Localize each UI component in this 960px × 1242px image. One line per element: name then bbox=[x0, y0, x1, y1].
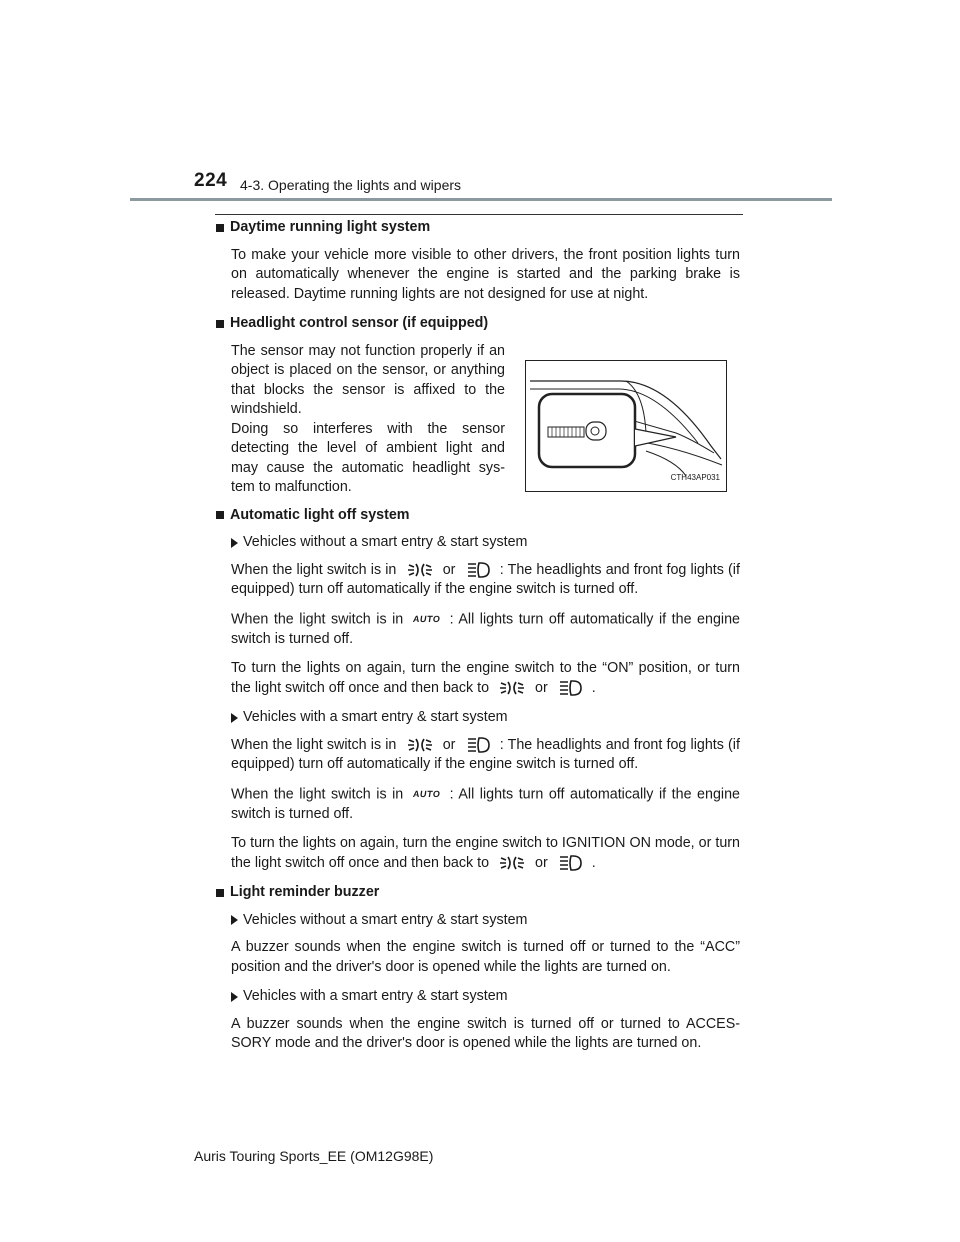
auto-off-p5: When the light switch is in AUTO : All lights turn off automatically if the engine switch is turned off. bbox=[231, 786, 740, 822]
position-light-icon bbox=[407, 561, 433, 579]
sensor-heading: Headlight control sensor (if equipped) bbox=[215, 314, 740, 334]
buzzer-sub-1: Vehicles without a smart entry & start system bbox=[231, 911, 740, 931]
auto-off-p3: To turn the lights on again, turn the engine switch to the “ON” position, or turn the light switch off once and then back to or . bbox=[231, 660, 740, 696]
content-rule bbox=[215, 214, 743, 215]
auto-off-heading: Automatic light off system bbox=[215, 506, 740, 526]
auto-off-p4: When the light switch is in or : The headlights and front fog lights (if equipped) turn off automatically if the engine switch is turned off. bbox=[231, 736, 740, 773]
drl-body: To make your vehicle more visible to other drivers, the front position lights turn on automatically whenever the engine is started and the parking brake is released. Daytime running lights are not designed for use at night. bbox=[231, 246, 740, 302]
drl-heading: Daytime running light system bbox=[215, 218, 740, 238]
headlight-icon bbox=[558, 679, 582, 697]
section-title: 4-3. Operating the lights and wipers bbox=[240, 177, 462, 193]
sensor-body-2: Doing so interferes with the sensor detecting the level of ambient light and may cause the automatic headlight sys-tem to malfunction. bbox=[231, 420, 505, 495]
sensor-body-1: The sensor may not function properly if an object is placed on the sensor, or anything that blocks the sensor is affixed to the windshield. bbox=[231, 342, 505, 417]
header-rule bbox=[130, 198, 832, 201]
page-number: 224 bbox=[194, 170, 228, 191]
triangle-bullet-icon bbox=[231, 915, 238, 925]
sensor-illustration bbox=[525, 360, 727, 492]
auto-icon: AUTO bbox=[412, 788, 441, 799]
headlight-icon bbox=[466, 561, 490, 579]
triangle-bullet-icon bbox=[231, 538, 238, 548]
sensor-text bbox=[231, 342, 505, 498]
headlight-icon bbox=[466, 736, 490, 754]
auto-off-p1: When the light switch is in or : The headlights and front fog lights (if equipped) turn off automatically if the engine switch is turned off. bbox=[231, 561, 740, 597]
buzzer-p2: A buzzer sounds when the engine switch is turned off or turned to ACCES-SORY mode and the driver's door is opened while the lights are turned on. bbox=[231, 1015, 740, 1052]
page-content bbox=[215, 218, 740, 1064]
bullet-square-icon bbox=[216, 889, 224, 897]
auto-off-sub-2: Vehicles with a smart entry & start system bbox=[231, 708, 740, 728]
auto-icon: AUTO bbox=[412, 613, 441, 624]
position-light-icon bbox=[407, 736, 433, 754]
auto-off-sub-1: Vehicles without a smart entry & start system bbox=[231, 533, 740, 553]
auto-off-p2: When the light switch is in AUTO : All lights turn off automatically if the engine switch is turned off. bbox=[231, 611, 740, 647]
buzzer-heading: Light reminder buzzer bbox=[215, 883, 740, 903]
sensor-block bbox=[215, 342, 740, 498]
headlight-icon bbox=[558, 854, 582, 872]
buzzer-p1: A buzzer sounds when the engine switch is turned off or turned to the “ACC” position and the driver's door is opened while the lights are turned on. bbox=[231, 939, 740, 975]
position-light-icon bbox=[499, 679, 525, 697]
bullet-square-icon bbox=[216, 511, 224, 519]
bullet-square-icon bbox=[216, 320, 224, 328]
triangle-bullet-icon bbox=[231, 713, 238, 723]
auto-off-p6: To turn the lights on again, turn the engine switch to IGNITION ON mode, or turn the light switch off once and then back to or . bbox=[231, 835, 740, 871]
figure-code: CTH43AP031 bbox=[670, 473, 720, 482]
triangle-bullet-icon bbox=[231, 992, 238, 1002]
footer: Auris Touring Sports_EE (OM12G98E) bbox=[194, 1148, 434, 1164]
bullet-square-icon bbox=[216, 224, 224, 232]
position-light-icon bbox=[499, 854, 525, 872]
buzzer-sub-2: Vehicles with a smart entry & start system bbox=[231, 987, 740, 1007]
